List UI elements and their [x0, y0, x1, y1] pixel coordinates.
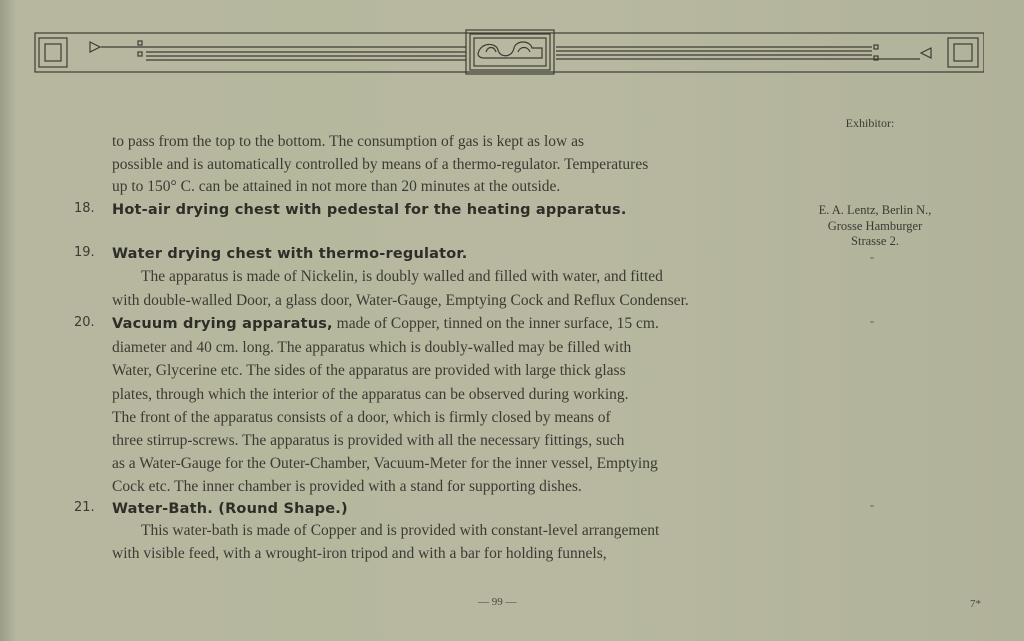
intro-line: possible and is automatically controlled by means of a thermo-regulator. Temperatures [112, 156, 649, 173]
intro-line: up to 150° C. can be attained in not more than 20 minutes at the outside. [112, 178, 561, 195]
item-19-title: Water drying chest with thermo-regulator. [112, 246, 468, 262]
item-20-line: Cock etc. The inner chamber is provided with a stand for supporting dishes. [112, 478, 582, 495]
page-number: — 99 — [478, 596, 517, 608]
intro-line: to pass from the top to the bottom. The consumption of gas is kept as low as [112, 133, 584, 150]
item-20-title-rest: made of Copper, tinned on the inner surface, 15 cm. [332, 315, 659, 332]
item-21-title: Water-Bath. (Round Shape.) [112, 501, 348, 517]
item-19-line: with double-walled Door, a glass door, Water-Gauge, Emptying Cock and Reflux Condenser. [112, 292, 689, 309]
item-19-line: The apparatus is made of Nickelin, is doubly walled and filled with water, and fitted [141, 268, 663, 285]
exhibitor-label: Exhibitor: [845, 116, 895, 130]
header-ornament [34, 28, 984, 76]
item-number-20: 20. [74, 315, 95, 330]
exhibitor-line: E. A. Lentz, Berlin N., [818, 203, 932, 217]
signature-mark: 7* [970, 598, 981, 610]
item-20-line: diameter and 40 cm. long. The apparatus which is doubly-walled may be filled with [112, 339, 632, 356]
item-20-line: Water, Glycerine etc. The sides of the apparatus are provided with large thick glass [112, 362, 626, 379]
item-number-18: 18. [74, 201, 95, 216]
item-20-line: plates, through which the interior of the apparatus can be observed during working. [112, 386, 629, 403]
item-21-line: with visible feed, with a wrought-iron tripod and with a bar for holding funnels, [112, 545, 607, 562]
item-20-line: The front of the apparatus consists of a door, which is firmly closed by means of [112, 409, 611, 426]
item-number-21: 21. [74, 500, 95, 515]
item-number-19: 19. [74, 245, 95, 260]
ditto-mark: " [870, 256, 875, 267]
page-spine-shadow [0, 0, 14, 641]
ditto-mark: " [870, 504, 875, 515]
item-20-line: three stirrup-screws. The apparatus is provided with all the necessary fittings, such [112, 432, 625, 449]
item-21-line: This water-bath is made of Copper and is provided with constant-level arrangement [141, 522, 660, 539]
exhibitor-line: Grosse Hamburger [827, 219, 923, 233]
item-18-title: Hot-air drying chest with pedestal for the heating apparatus. [112, 202, 627, 218]
item-20-title: Vacuum drying apparatus, [112, 316, 333, 332]
item-20-first-line [112, 313, 659, 336]
item-20-line: as a Water-Gauge for the Outer-Chamber, Vacuum-Meter for the inner vessel, Emptying [112, 455, 658, 472]
ditto-mark: " [870, 320, 875, 331]
exhibitor-line: Strasse 2. [851, 234, 899, 248]
